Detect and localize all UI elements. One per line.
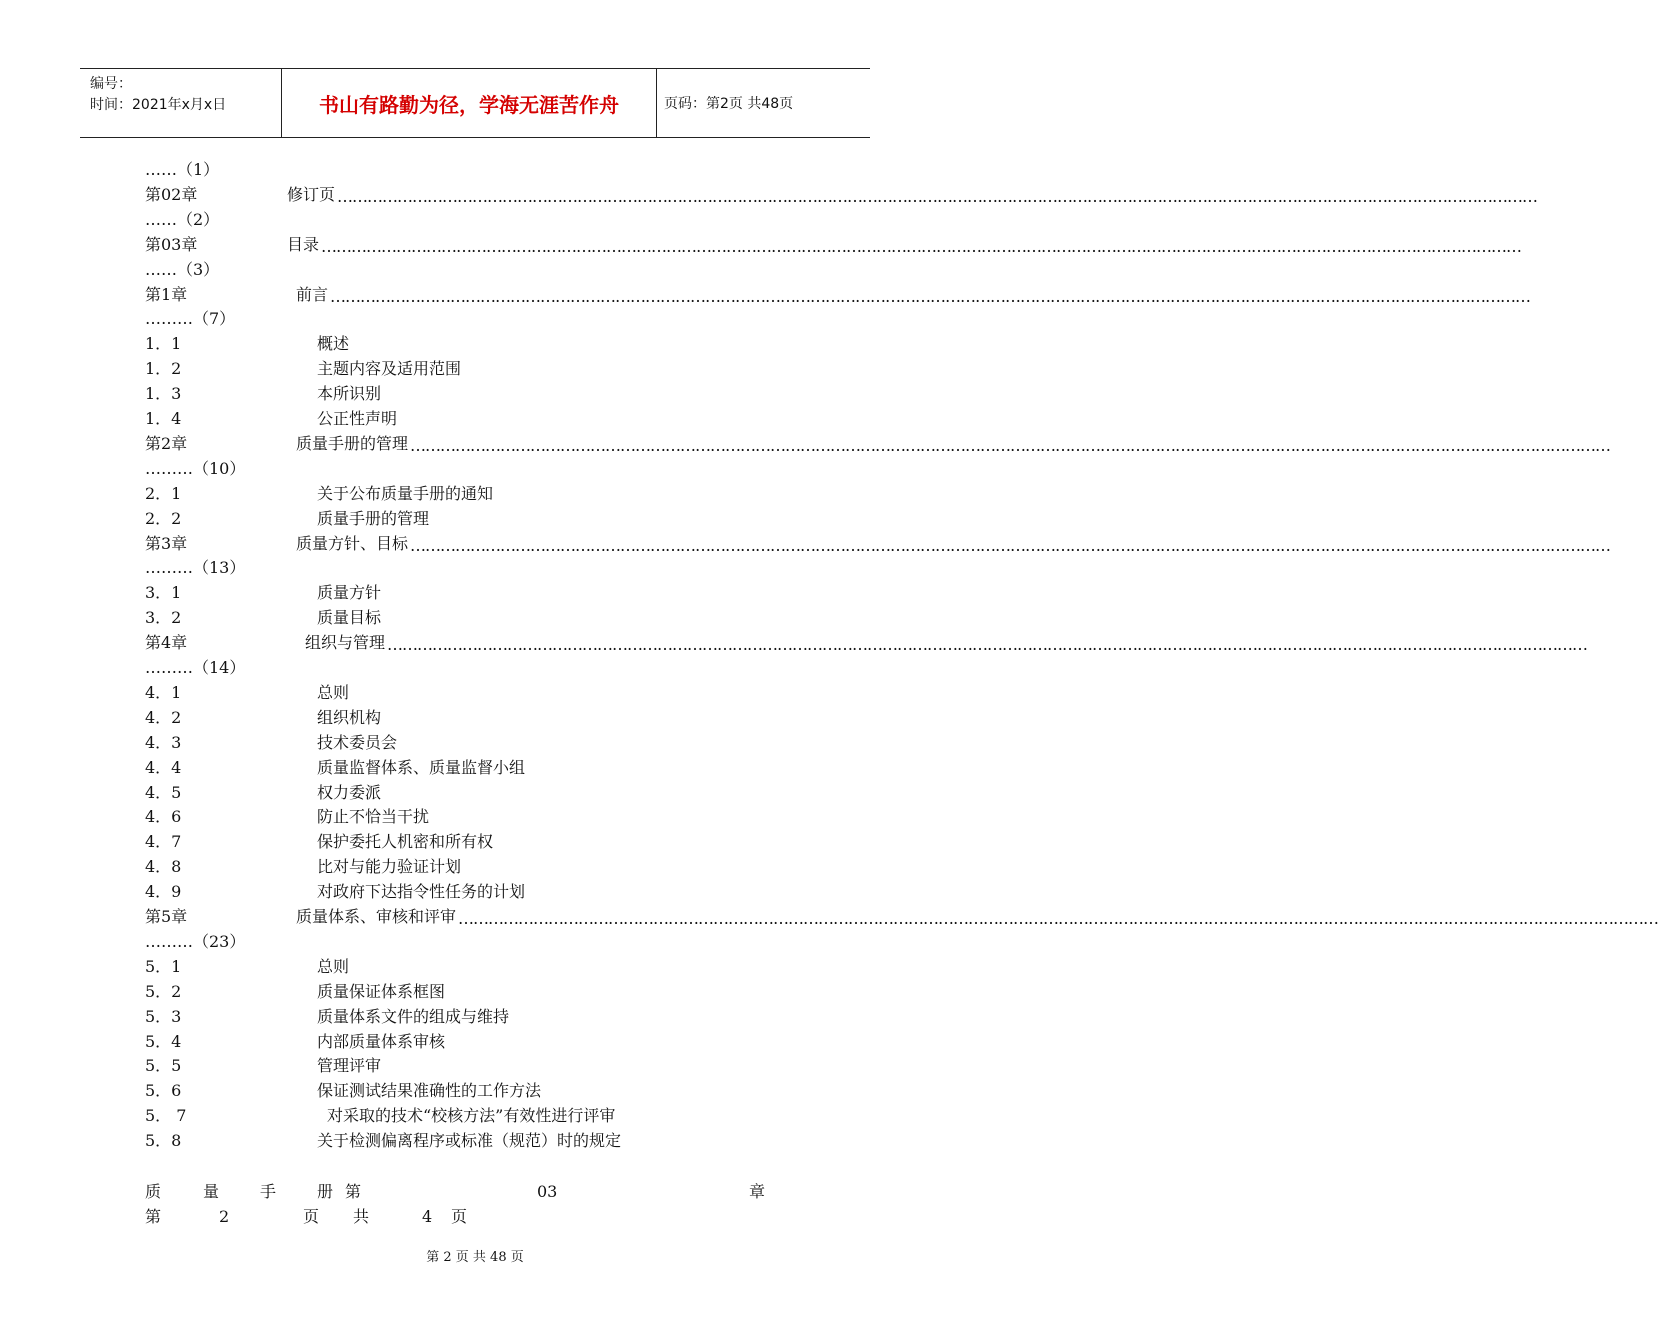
- toc-chapter-number: 第02章: [145, 184, 198, 204]
- toc-section-number: 1．3: [145, 384, 182, 404]
- toc-section-title: 对政府下达指令性任务的计划: [317, 882, 526, 902]
- toc-section-title: 关于公布质量手册的通知: [317, 483, 494, 503]
- toc-section-number: 3．2: [145, 608, 182, 628]
- toc-chapter-number: 第2章: [145, 433, 188, 453]
- toc-page-ref: ……（3）: [145, 259, 220, 279]
- toc-leader-dots: ……………………………………………………………………………………………………………………………………………………………………………………………………………………: [337, 186, 1537, 206]
- toc-chapter-title: 前言: [296, 284, 329, 304]
- page-header: [80, 68, 870, 138]
- toc-section-title: 保证测试结果准确性的工作方法: [317, 1081, 542, 1101]
- toc-section-title: 比对与能力验证计划: [317, 857, 462, 877]
- toc-chapter-number: 第5章: [145, 907, 188, 926]
- toc-section-number: 4．6: [145, 807, 182, 827]
- toc-chapter-number: 第03章: [145, 234, 198, 254]
- toc-section-title: 质量手册的管理: [317, 508, 430, 528]
- toc-page-ref: ………（23）: [145, 931, 246, 951]
- toc-section-title: 质量监督体系、质量监督小组: [317, 757, 526, 777]
- toc-page-ref: ………（13）: [145, 558, 246, 578]
- toc-section-title: 保护委托人机密和所有权: [317, 832, 494, 852]
- page-footer: 第 2 页 共 48 页: [426, 1250, 524, 1265]
- toc-page-ref: ………（10）: [145, 458, 246, 478]
- toc-section-number: 4．9: [145, 882, 182, 902]
- header-divider: [656, 69, 657, 137]
- toc-chapter-title: 质量体系、审核和评审: [296, 907, 457, 926]
- toc-section-title: 技术委员会: [317, 732, 398, 752]
- footer-line-2-token: 页: [303, 1207, 320, 1226]
- toc-section-number: 4．7: [145, 832, 182, 852]
- footer-line-2-token: 第: [145, 1207, 162, 1226]
- footer-line-2-token: 2: [219, 1207, 230, 1226]
- toc-continuation: ……（1）: [145, 160, 220, 179]
- toc-section-number: 2．2: [145, 508, 182, 528]
- toc-section-number: 5．8: [145, 1131, 182, 1151]
- toc-section-title: 主题内容及适用范围: [317, 359, 462, 379]
- toc-leader-dots: ……………………………………………………………………………………………………………………………………………………………………………………………………………………: [330, 286, 1530, 306]
- footer-line-1-token: 章: [749, 1182, 766, 1201]
- toc-section-title: 对采取的技术“校核方法”有效性进行评审: [327, 1106, 616, 1126]
- toc-leader-dots: ……………………………………………………………………………………………………………………………………………………………………………………………………………………: [410, 435, 1610, 455]
- toc-section-number: 5． 7: [145, 1106, 187, 1126]
- toc-section-title: 防止不恰当干扰: [317, 807, 430, 827]
- toc-section-title: 组织机构: [317, 707, 382, 727]
- footer-line-2-token: 共: [353, 1207, 370, 1226]
- toc-section-title: 质量保证体系框图: [317, 981, 446, 1001]
- toc-section-title: 总则: [317, 682, 350, 702]
- toc-chapter-number: 第4章: [145, 633, 188, 653]
- header-meta: [90, 74, 226, 116]
- footer-line-2-token: 4: [422, 1207, 433, 1226]
- toc-section-number: 5．5: [145, 1056, 182, 1076]
- toc-section-number: 5．6: [145, 1081, 182, 1101]
- toc-section-number: 3．1: [145, 583, 182, 603]
- toc-section-number: 1．1: [145, 334, 182, 354]
- footer-line-1-token: 第: [345, 1182, 362, 1201]
- footer-line-1-token: 03: [537, 1182, 558, 1201]
- footer-line-1-token: 量: [203, 1182, 220, 1201]
- toc-section-title: 概述: [317, 334, 350, 354]
- toc-section-title: 关于检测偏离程序或标准（规范）时的规定: [317, 1131, 622, 1151]
- toc-section-title: 质量目标: [317, 608, 382, 628]
- toc-section-title: 本所识别: [317, 384, 382, 404]
- toc-page-ref: ………（14）: [145, 658, 246, 677]
- toc-section-number: 5．1: [145, 956, 182, 976]
- toc-section-number: 4．2: [145, 707, 182, 727]
- toc-chapter-number: 第1章: [145, 284, 188, 304]
- toc-chapter-title: 组织与管理: [305, 633, 386, 653]
- toc-section-number: 5．2: [145, 981, 182, 1001]
- toc-section-number: 5．4: [145, 1031, 182, 1051]
- toc-page-ref: ………（7）: [145, 309, 236, 329]
- toc-leader-dots: ……………………………………………………………………………………………………………………………………………………………………………………………………………………: [458, 909, 1658, 928]
- toc-section-number: 4．4: [145, 757, 182, 777]
- toc-leader-dots: ……………………………………………………………………………………………………………………………………………………………………………………………………………………: [321, 236, 1521, 256]
- toc-leader-dots: ……………………………………………………………………………………………………………………………………………………………………………………………………………………: [387, 635, 1587, 655]
- toc-chapter-number: 第3章: [145, 533, 188, 553]
- toc-page-ref: ……（2）: [145, 209, 220, 229]
- toc-section-number: 4．5: [145, 782, 182, 802]
- toc-section-number: 4．1: [145, 682, 182, 702]
- footer-line-1-token: 质: [145, 1182, 162, 1201]
- toc-section-title: 总则: [317, 956, 350, 976]
- header-motto: 书山有路勤为径，学海无涯苦作舟: [319, 92, 619, 117]
- footer-line-2-token: 页: [451, 1207, 468, 1226]
- header-page-label: 页码：第2页 共48页: [664, 96, 794, 112]
- toc-section-number: 2．1: [145, 483, 182, 503]
- footer-line-1-token: 册: [317, 1182, 334, 1201]
- toc-section-title: 内部质量体系审核: [317, 1031, 446, 1051]
- doc-time-label: 时间：2021年x月x日: [90, 97, 227, 113]
- toc-section-title: 质量体系文件的组成与维持: [317, 1006, 510, 1026]
- toc-chapter-title: 修订页: [287, 184, 336, 204]
- footer-line-1-token: 手: [260, 1182, 277, 1201]
- toc-section-number: 5．3: [145, 1006, 182, 1026]
- toc-leader-dots: ……………………………………………………………………………………………………………………………………………………………………………………………………………………: [410, 535, 1610, 555]
- doc-number-label: 编号：: [90, 76, 132, 92]
- toc-section-title: 管理评审: [317, 1056, 382, 1076]
- toc-section-title: 质量方针: [317, 583, 382, 603]
- toc-section-number: 4．3: [145, 732, 182, 752]
- toc-chapter-title: 质量手册的管理: [296, 433, 409, 453]
- toc-section-title: 权力委派: [317, 782, 382, 802]
- toc-section-title: 公正性声明: [317, 409, 398, 428]
- toc-section-number: 1．4: [145, 409, 182, 428]
- toc-chapter-title: 目录: [287, 234, 320, 254]
- toc-section-number: 4．8: [145, 857, 182, 877]
- toc-chapter-title: 质量方针、目标: [296, 533, 409, 553]
- toc-section-number: 1．2: [145, 359, 182, 379]
